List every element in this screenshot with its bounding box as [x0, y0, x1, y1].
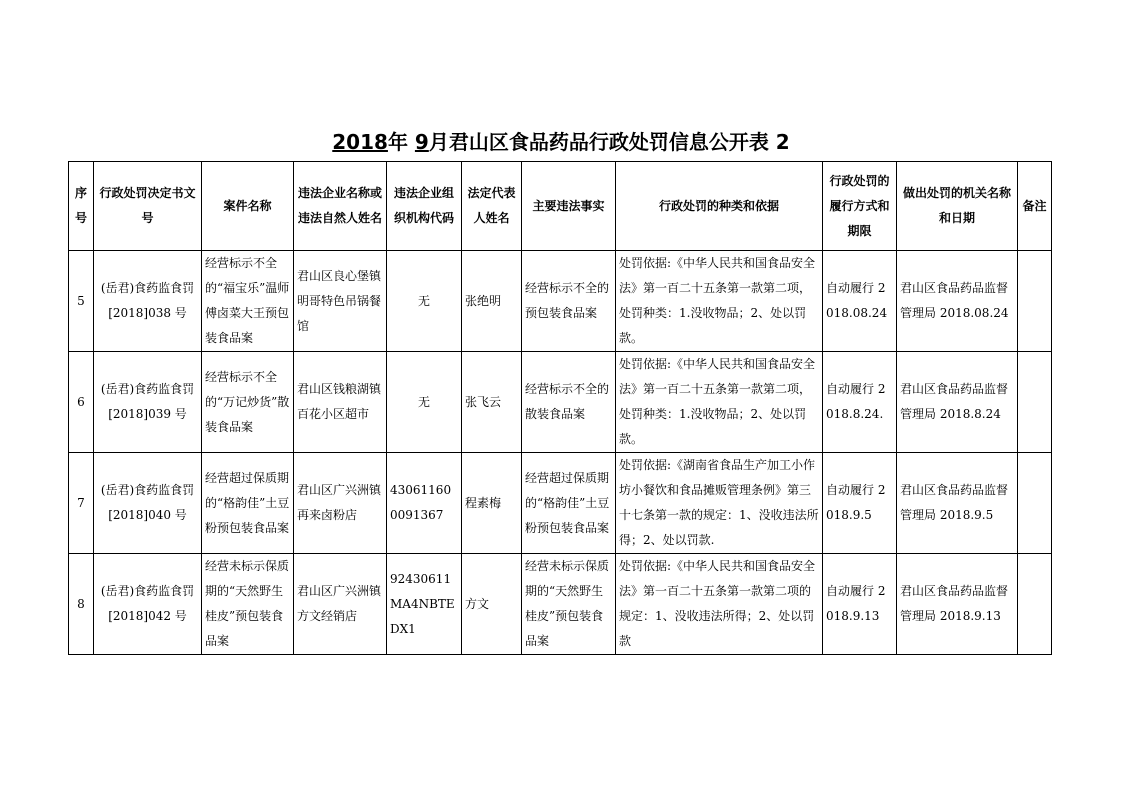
cell-penalty-basis: 处罚依据:《中华人民共和国食品安全法》第一百二十五条第一款第二项，处罚种类：1.没收物品；2、处以罚款。: [616, 251, 823, 352]
cell-party-name: 君山区钱粮湖镇百花小区超市: [294, 352, 387, 453]
table-row: [69, 352, 1052, 453]
cell-authority-date: 君山区食品药品监督管理局 2018.8.24: [897, 352, 1018, 453]
cell-decision-no: (岳君)食药监食罚[2018]042 号: [94, 554, 202, 655]
cell-case-name: 经营超过保质期的“格韵佳”土豆粉预包装食品案: [202, 453, 294, 554]
table-row: [69, 554, 1052, 655]
cell-authority-date: 君山区食品药品监督管理局 2018.08.24: [897, 251, 1018, 352]
cell-legal-rep: 程素梅: [462, 453, 522, 554]
cell-penalty-basis: 处罚依据:《中华人民共和国食品安全法》第一百二十五条第一款第二项的规定：1、没收违法所得；2、处以罚款: [616, 554, 823, 655]
cell-remark: [1018, 453, 1052, 554]
title-year: 2018: [332, 130, 388, 154]
cell-remark: [1018, 251, 1052, 352]
cell-performance: 自动履行 2018.9.13: [823, 554, 897, 655]
cell-case-name: 经营标示不全的“福宝乐”温师傅卤菜大王预包装食品案: [202, 251, 294, 352]
cell-facts: 经营超过保质期的“格韵佳”土豆粉预包装食品案: [522, 453, 616, 554]
cell-decision-no: (岳君)食药监食罚[2018]040 号: [94, 453, 202, 554]
cell-facts: 经营标示不全的预包装食品案: [522, 251, 616, 352]
cell-org-code: 430611600091367: [387, 453, 462, 554]
header-org-code: 违法企业组织机构代码: [387, 162, 462, 251]
cell-facts: 经营未标示保质期的“天然野生桂皮”预包装食品案: [522, 554, 616, 655]
header-remark: 备注: [1018, 162, 1052, 251]
cell-org-code: 无: [387, 251, 462, 352]
cell-decision-no: (岳君)食药监食罚[2018]039 号: [94, 352, 202, 453]
cell-performance: 自动履行 2018.8.24.: [823, 352, 897, 453]
header-penalty-basis: 行政处罚的种类和依据: [616, 162, 823, 251]
header-seq: 序号: [69, 162, 94, 251]
table-row: [69, 453, 1052, 554]
cell-performance: 自动履行 2018.9.5: [823, 453, 897, 554]
cell-seq: 5: [69, 251, 94, 352]
cell-facts: 经营标示不全的散装食品案: [522, 352, 616, 453]
table-row: [69, 251, 1052, 352]
cell-authority-date: 君山区食品药品监督管理局 2018.9.5: [897, 453, 1018, 554]
cell-penalty-basis: 处罚依据:《中华人民共和国食品安全法》第一百二十五条第一款第二项，处罚种类：1.没收物品；2、处以罚款。: [616, 352, 823, 453]
header-party-name: 违法企业名称或违法自然人姓名: [294, 162, 387, 251]
header-authority-date: 做出处罚的机关名称和日期: [897, 162, 1018, 251]
cell-party-name: 君山区广兴洲镇再来卤粉店: [294, 453, 387, 554]
header-decision-no: 行政处罚决定书文号: [94, 162, 202, 251]
cell-legal-rep: 张绝明: [462, 251, 522, 352]
cell-remark: [1018, 554, 1052, 655]
title-month: 9: [414, 130, 429, 154]
cell-party-name: 君山区广兴洲镇方文经销店: [294, 554, 387, 655]
header-legal-rep: 法定代表人姓名: [462, 162, 522, 251]
cell-seq: 7: [69, 453, 94, 554]
cell-performance: 自动履行 2018.08.24: [823, 251, 897, 352]
cell-party-name: 君山区良心堡镇明哥特色吊锅餐馆: [294, 251, 387, 352]
cell-case-name: 经营标示不全的“万记炒货”散装食品案: [202, 352, 294, 453]
cell-legal-rep: 张飞云: [462, 352, 522, 453]
title-rest: 月君山区食品药品行政处罚信息公开表 2: [428, 130, 790, 154]
title-year-suffix: 年: [387, 130, 415, 154]
cell-authority-date: 君山区食品药品监督管理局 2018.9.13: [897, 554, 1018, 655]
table-header-row: [69, 162, 1052, 251]
cell-remark: [1018, 352, 1052, 453]
penalty-table: [68, 161, 1052, 655]
header-case-name: 案件名称: [202, 162, 294, 251]
document-title: [0, 128, 1122, 156]
cell-seq: 6: [69, 352, 94, 453]
cell-org-code: 无: [387, 352, 462, 453]
cell-seq: 8: [69, 554, 94, 655]
header-facts: 主要违法事实: [522, 162, 616, 251]
cell-case-name: 经营未标示保质期的“天然野生桂皮”预包装食品案: [202, 554, 294, 655]
header-performance: 行政处罚的履行方式和期限: [823, 162, 897, 251]
cell-decision-no: (岳君)食药监食罚[2018]038 号: [94, 251, 202, 352]
cell-legal-rep: 方文: [462, 554, 522, 655]
cell-penalty-basis: 处罚依据:《湖南省食品生产加工小作坊小餐饮和食品摊贩管理条例》第三十七条第一款的规定：1、没收违法所得；2、处以罚款.: [616, 453, 823, 554]
cell-org-code: 92430611MA4NBTEDX1: [387, 554, 462, 655]
